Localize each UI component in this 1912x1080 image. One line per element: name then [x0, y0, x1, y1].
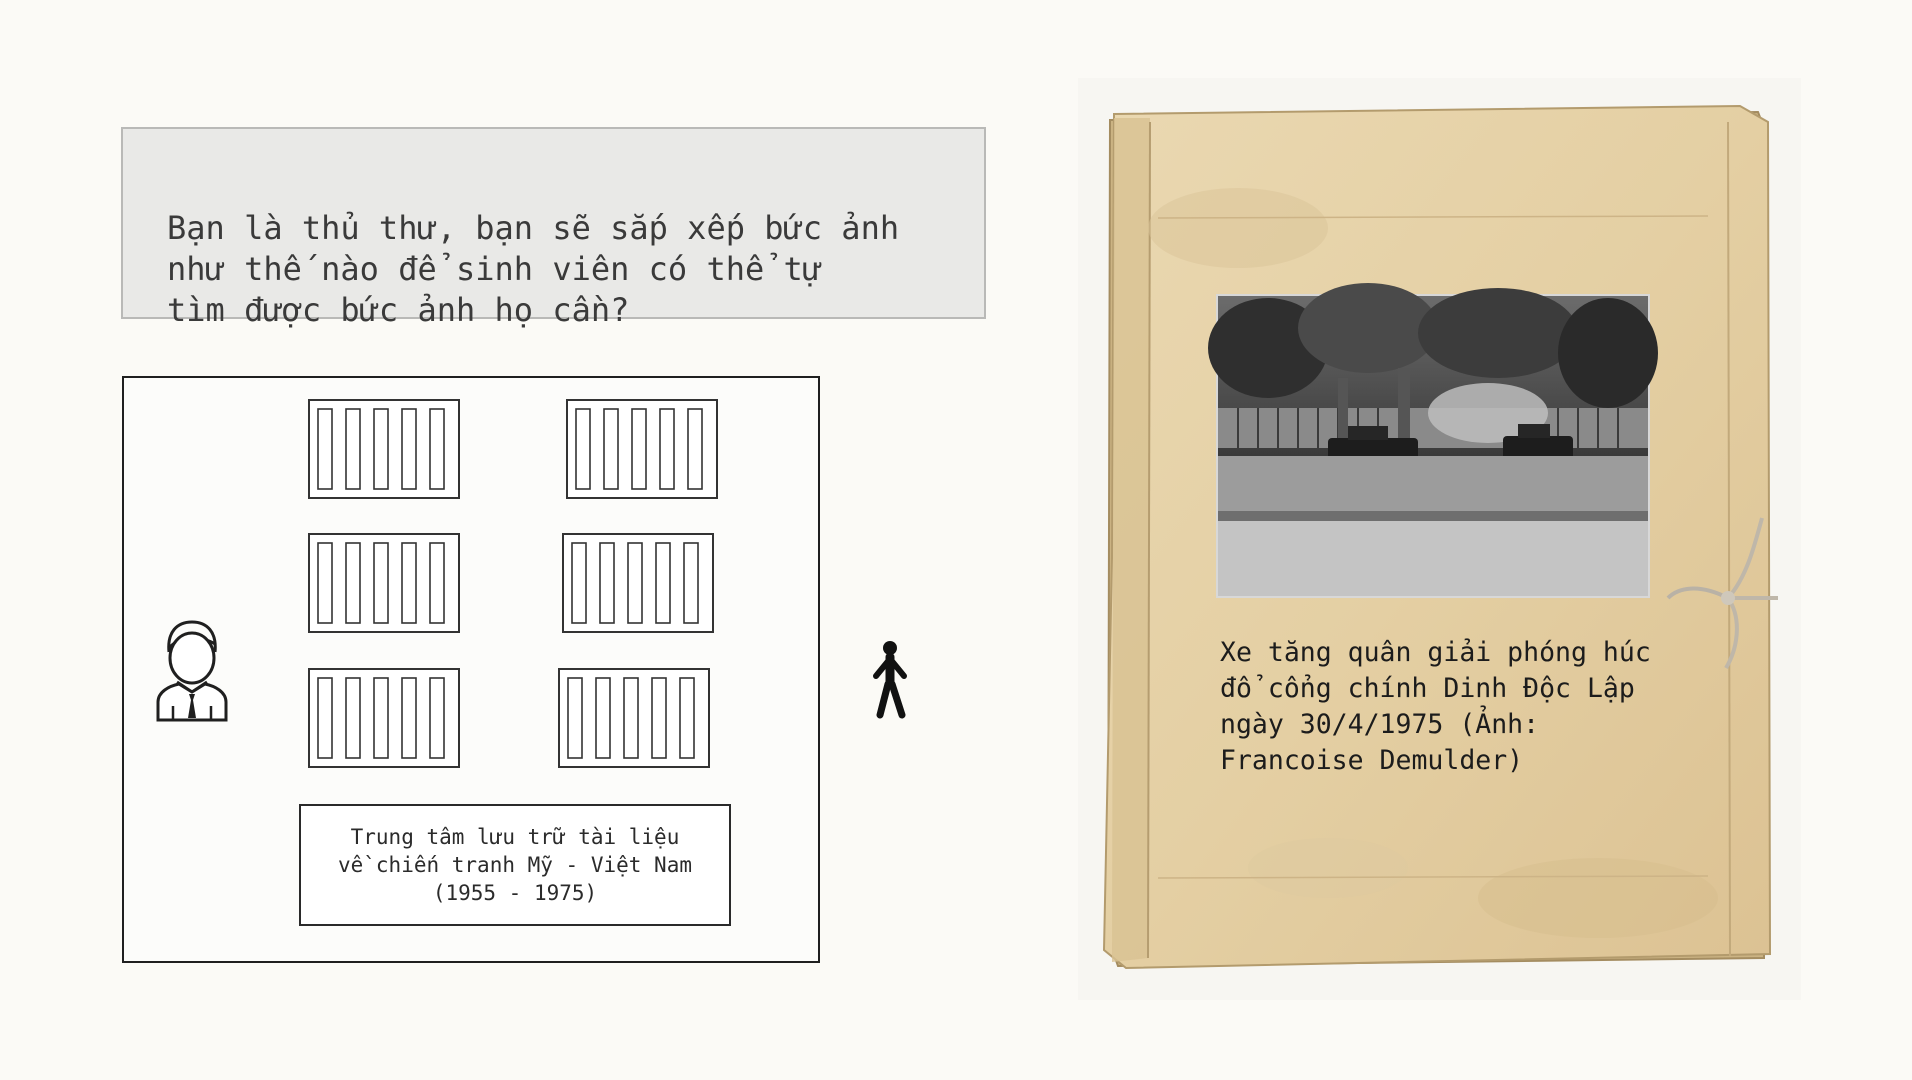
label-line: (1955 - 1975) [432, 881, 598, 905]
paper-folder [1078, 78, 1801, 1000]
photo-caption: Xe tăng quân giải phóng húc đổ cổng chính Dinh Độc Lập ngày 30/4/1975 (Ảnh: Francoise Demulder) [1220, 637, 1651, 776]
bookshelf-icon [558, 668, 710, 768]
bookshelf-icon [308, 533, 460, 633]
bookshelf-icon [308, 399, 460, 499]
bookshelf-icon [308, 668, 460, 768]
label-line: về chiến tranh Mỹ - Việt Nam [337, 853, 692, 877]
label-line: Trung tâm lưu trữ tài liệu [350, 825, 680, 849]
walking-person-icon [866, 640, 914, 720]
question-box [121, 127, 986, 329]
bookshelf-icon [566, 399, 718, 499]
bookshelf-icon [562, 533, 714, 633]
archive-center-label [299, 804, 731, 926]
librarian-icon [155, 618, 229, 722]
question-text: Bạn là thủ thư, bạn sẽ sắp xếp bức ảnh như thế nào để sinh viên có thể tự tìm được bức ảnh họ cần? [167, 209, 900, 329]
